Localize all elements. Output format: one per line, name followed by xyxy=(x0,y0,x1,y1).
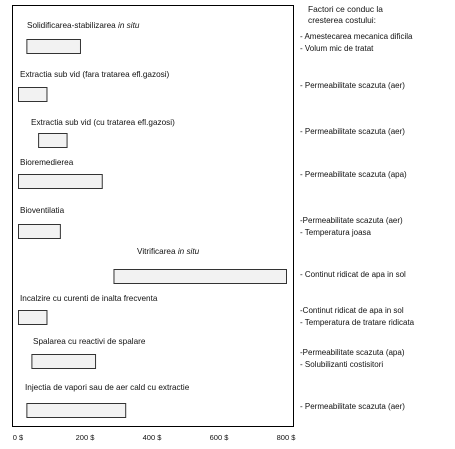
category-label: Solidificarea-stabilizarea in situ xyxy=(27,21,140,30)
category-row xyxy=(31,118,405,148)
category-row xyxy=(25,383,405,418)
cost-factor-text: -Permeabilitate scazuta (apa) xyxy=(300,348,405,357)
category-label: Bioventilatia xyxy=(20,206,65,215)
category-row xyxy=(114,247,406,284)
category-label: Extractia sub vid (cu tratarea efl.gazosi) xyxy=(31,118,175,127)
cost-factor-text: -Permeabilitate scazuta (aer) xyxy=(300,216,403,225)
cost-range-bar xyxy=(39,134,67,148)
cost-factor-text: - Solubilizanti costisitori xyxy=(300,360,384,369)
x-tick-label: 600 $ xyxy=(209,433,229,442)
category-label: Bioremedierea xyxy=(20,158,74,167)
cost-factor-text: - Continut ridicat de apa in sol xyxy=(300,270,406,279)
category-row xyxy=(19,294,415,327)
category-row xyxy=(32,337,405,369)
x-tick-label: 800 $ xyxy=(276,433,296,442)
legend-header-line-2: cresterea costului: xyxy=(308,15,376,25)
cost-factor-text: -Continut ridicat de apa in sol xyxy=(300,306,404,315)
cost-factor-text: - Amestecarea mecanica dificila xyxy=(300,32,413,41)
category-label: Spalarea cu reactivi de spalare xyxy=(33,337,146,346)
cost-range-bar xyxy=(32,355,96,369)
category-row xyxy=(27,21,413,54)
cost-factor-text: - Volum mic de tratat xyxy=(300,44,374,53)
x-axis-ticks xyxy=(13,433,296,442)
x-tick-label: 0 $ xyxy=(12,433,24,442)
cost-range-bar xyxy=(19,88,47,102)
category-label: Vitrificarea in situ xyxy=(137,247,200,256)
cost-range-bar xyxy=(19,311,47,325)
cost-range-bar xyxy=(19,225,61,239)
category-label: Extractia sub vid (fara tratarea efl.gazosi) xyxy=(20,70,170,79)
cost-factor-text: - Temperatura joasa xyxy=(300,228,371,237)
category-label: Incalzire cu curenti de inalta frecventa xyxy=(20,294,158,303)
category-label: Injectia de vapori sau de aer cald cu extractie xyxy=(25,383,190,392)
cost-factor-text: - Permeabilitate scazuta (aer) xyxy=(300,81,405,90)
category-row xyxy=(19,158,408,189)
category-row xyxy=(19,70,406,102)
cost-factor-text: - Permeabilitate scazuta (aer) xyxy=(300,402,405,411)
legend-header-line-1: Factori ce conduc la xyxy=(308,4,383,14)
x-tick-label: 400 $ xyxy=(142,433,162,442)
cost-factor-text: - Permeabilitate scazuta (aer) xyxy=(300,127,405,136)
cost-range-bar xyxy=(27,40,81,54)
cost-range-bar xyxy=(114,270,287,284)
chart-rows xyxy=(19,21,415,418)
cost-factor-text: - Permeabilitate scazuta (apa) xyxy=(300,170,407,179)
x-tick-label: 200 $ xyxy=(75,433,95,442)
cost-range-bar xyxy=(27,404,126,418)
cost-range-bar xyxy=(19,175,103,189)
category-row xyxy=(19,206,404,239)
cost-factor-text: - Temperatura de tratare ridicata xyxy=(300,318,415,327)
